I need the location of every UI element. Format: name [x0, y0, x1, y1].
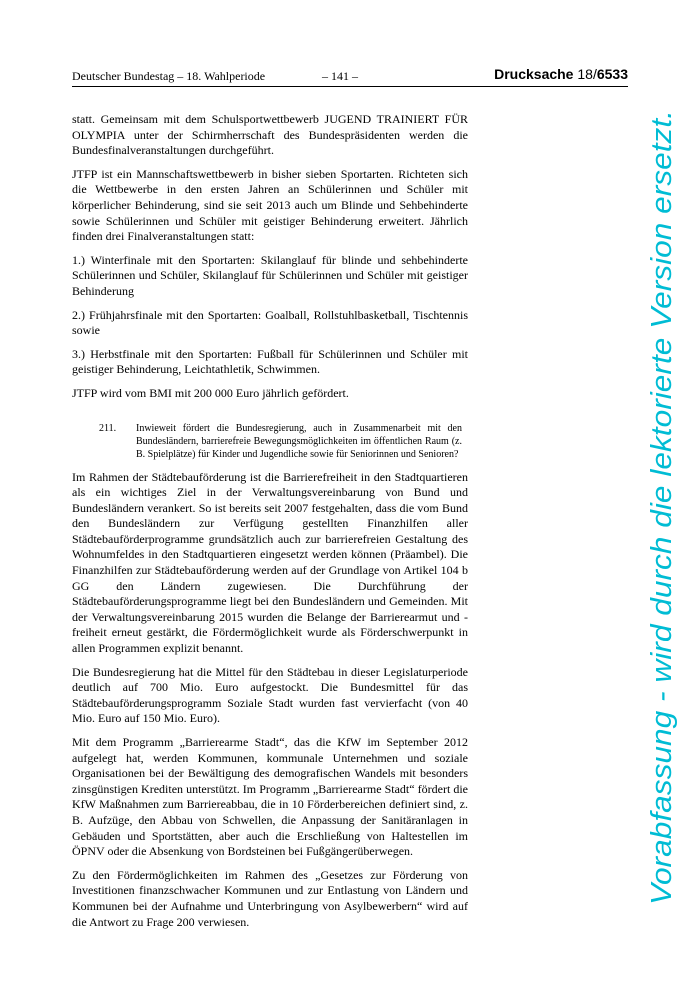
body-paragraph: 2.) Frühjahrsfinale mit den Sportarten: Goalball, Rollstuhlbasketball, Tischtennis sowie	[72, 307, 468, 338]
draft-watermark	[638, 105, 682, 910]
header-document-number	[494, 66, 628, 82]
doc-label: Drucksache	[494, 66, 574, 82]
doc-number-plain: 18/	[577, 66, 597, 82]
answer-paragraph: Zu den Fördermöglichkeiten im Rahmen des „Gesetzes zur Förderung von Investitionen finanzschwacher Kommunen und zur Entlastung von Ländern und Kommunen bei der Aufnahme und Unterbringung von Asylbewerbern“ wird auf die Antwort zu Frage 200 verwiesen.	[72, 867, 468, 929]
header-rule	[72, 86, 628, 87]
answer-paragraph: Im Rahmen der Städtebauförderung ist die Barrierefreiheit in den Stadtquartieren als ein wichtiges Ziel in der Verwaltungsvereinbarung von Bund und Bundesländern verankert. So ist bereits seit 2007 festgehalten, dass die vom Bund den Bundesländern zur Verfügung gestellten Finanzhilfen aller Städtebauförderprogramme grundsätzlich auch zur barrierefreien Gestaltung des Wohnumfeldes in den Stadtquartieren eingesetzt werden können (Präambel). Die Finanzhilfen zur Städtebauförderung werden auf der Grundlage von Artikel 104 b GG den Ländern zugewiesen. Die Durchführung der Städtebauförderungsprogramme liegt bei den Bundesländern und Gemeinden. Mit der Verwaltungsvereinbarung 2015 wurden die Belange der Barrierearmut und -freiheit erneut gestärkt, die Fördermöglichkeit wurde als Förderschwerpunkt in allen Programmen explizit benannt.	[72, 469, 468, 656]
page-content	[72, 112, 468, 938]
body-paragraph: statt. Gemeinsam mit dem Schulsportwettbewerb JUGEND TRAINIERT FÜR OLYMPIA unter der Schirmherrschaft des Bundespräsidenten werden die Bundesfinalveranstaltungen durchgeführt.	[72, 112, 468, 158]
body-paragraph: 3.) Herbstfinale mit den Sportarten: Fußball für Schülerinnen und Schüler mit geistiger Behinderung, Leichtathletik, Schwimmen.	[72, 346, 468, 377]
question-number: 211.	[99, 422, 117, 434]
answer-paragraph: Mit dem Programm „Barrierearme Stadt“, das die KfW im September 2012 aufgelegt hat, werden Kommunen, kommunale Unternehmen und soziale Organisationen bei der Bewältigung des demografischen Wandels mit besonders zinsgünstigen Krediten unterstützt. Im Programm „Barrierearme Stadt“ fördert die KfW Maßnahmen zum Barriereabbau, die in 10 Förderbereichen definiert sind, z. B. Aufzüge, den Abbau von Schwellen, die Anpassung der Sanitäranlagen in Gebäuden und Sportstätten, aber auch die Erschließung von Haltestellen im ÖPNV oder die Absenkung von Bordsteinen bei Fußgängerüberwegen.	[72, 735, 468, 859]
question-text: Inwieweit fördert die Bundesregierung, auch in Zusammenarbeit mit den Bundesländern, barrierefreie Bewegungsmöglichkeiten im öffentlichen Raum (z. B. Spielplätze) für Kinder und Jugendliche sowie für Seniorinnen und Senioren?	[136, 422, 462, 460]
header-page-number: – 141 –	[322, 69, 358, 83]
doc-number-bold: 6533	[596, 66, 628, 82]
body-paragraph: JTFP ist ein Mannschaftswettbewerb in bisher sieben Sportarten. Richteten sich die Wettbewerbe in den ersten Jahren an Schülerinnen und Schüler mit körperlicher Behinderung, sind sie seit 2013 auch um Blinde und Sehbehinderte sowie Schülerinnen und Schüler mit geistiger Behinderung erweitert. Jährlich finden drei Finalveranstaltungen statt:	[72, 166, 468, 244]
body-paragraph: 1.) Winterfinale mit den Sportarten: Skilanglauf für blinde und sehbehinderte Schülerinnen und Schüler, Skilanglauf für Schülerinnen und Schüler mit geistiger Behinderung	[72, 252, 468, 298]
header-parliament-period: Deutscher Bundestag – 18. Wahlperiode	[72, 69, 266, 83]
watermark-text: Vorabfassung - wird durch die lektorierte Version ersetzt.	[646, 176, 678, 905]
page-header	[72, 66, 628, 86]
body-paragraph: JTFP wird vom BMI mit 200 000 Euro jährlich gefördert.	[72, 385, 349, 400]
question-block	[72, 422, 468, 461]
answer-paragraph: Die Bundesregierung hat die Mittel für den Städtebau in dieser Legislaturperiode deutlich auf 700 Mio. Euro aufgestockt. Die Bundesmittel für das Städtebauförderungsprogramm Soziale Stadt wurden fast vervierfacht (von 40 Mio. Euro auf 150 Mio. Euro).	[72, 664, 468, 726]
